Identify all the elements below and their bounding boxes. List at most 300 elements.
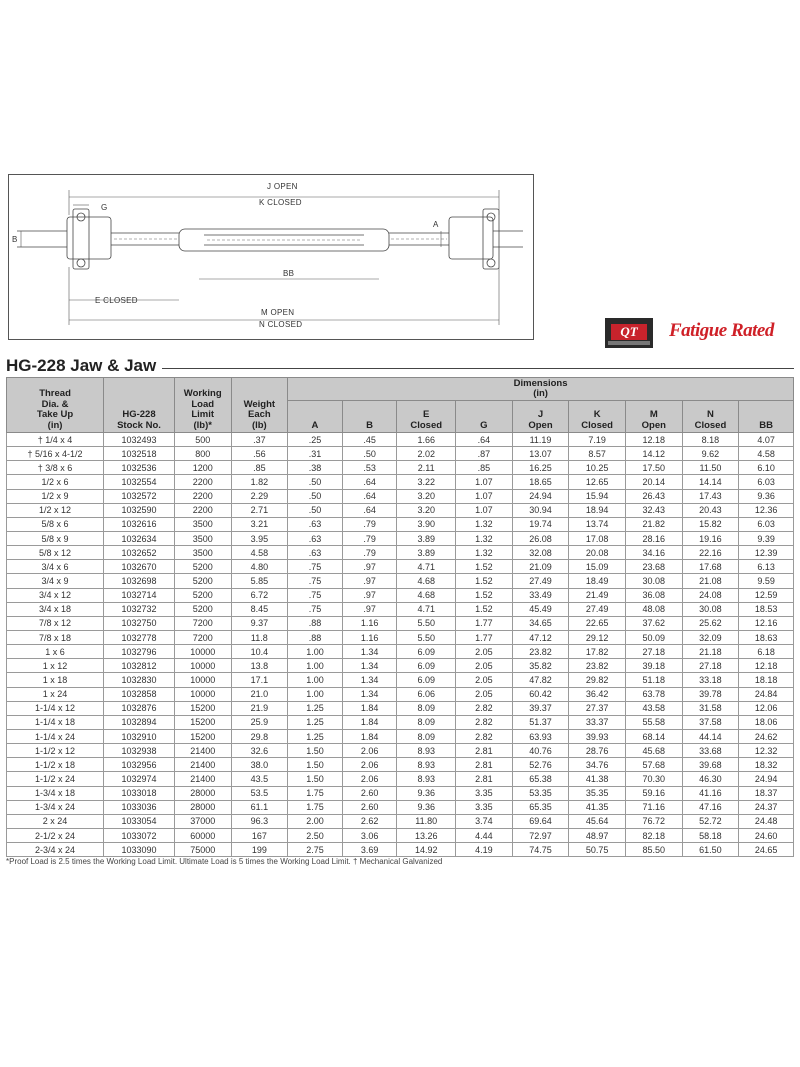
cell-a: .88 bbox=[288, 630, 343, 644]
cell-b: 1.84 bbox=[342, 701, 397, 715]
cell-weight: 25.9 bbox=[231, 715, 288, 729]
cell-stock-no: 1032518 bbox=[104, 447, 175, 461]
table-row bbox=[7, 715, 794, 729]
cell-e-closed: 3.22 bbox=[397, 475, 456, 489]
cell-weight: 21.9 bbox=[231, 701, 288, 715]
cell-bb: 18.18 bbox=[739, 673, 794, 687]
fatigue-rated-logo: Fatigue Rated bbox=[669, 320, 774, 341]
table-row bbox=[7, 687, 794, 701]
cell-wll: 7200 bbox=[174, 630, 231, 644]
cell-k-closed: 28.76 bbox=[569, 744, 626, 758]
header-weight bbox=[231, 378, 288, 433]
cell-g: 2.82 bbox=[456, 729, 513, 743]
cell-a: .50 bbox=[288, 503, 343, 517]
cell-wll: 10000 bbox=[174, 659, 231, 673]
cell-wll: 3500 bbox=[174, 546, 231, 560]
cell-weight: 5.85 bbox=[231, 574, 288, 588]
cell-stock-no: 1032778 bbox=[104, 630, 175, 644]
cell-n-closed: 17.43 bbox=[682, 489, 739, 503]
cell-b: .64 bbox=[342, 475, 397, 489]
cell-k-closed: 29.12 bbox=[569, 630, 626, 644]
cell-bb: 24.48 bbox=[739, 814, 794, 828]
cell-b: .79 bbox=[342, 531, 397, 545]
cell-n-closed: 24.08 bbox=[682, 588, 739, 602]
cell-a: 1.50 bbox=[288, 744, 343, 758]
cell-weight: 32.6 bbox=[231, 744, 288, 758]
cell-n-closed: 15.82 bbox=[682, 517, 739, 531]
specification-table bbox=[6, 377, 794, 857]
cell-bb: 24.94 bbox=[739, 772, 794, 786]
cell-stock-no: 1032830 bbox=[104, 673, 175, 687]
cell-j-open: 32.08 bbox=[512, 546, 569, 560]
cell-g: 1.32 bbox=[456, 546, 513, 560]
cell-e-closed: 3.89 bbox=[397, 531, 456, 545]
cell-thread: † 5/16 x 4-1/2 bbox=[7, 447, 104, 461]
cell-m-open: 23.68 bbox=[625, 560, 682, 574]
header-line: M bbox=[649, 409, 658, 420]
cell-wll: 28000 bbox=[174, 786, 231, 800]
cell-g: 1.77 bbox=[456, 630, 513, 644]
cell-g: 4.19 bbox=[456, 843, 513, 857]
cell-m-open: 50.09 bbox=[625, 630, 682, 644]
cell-g: 3.35 bbox=[456, 786, 513, 800]
cell-k-closed: 12.65 bbox=[569, 475, 626, 489]
cell-k-closed: 15.94 bbox=[569, 489, 626, 503]
header-dim-n-closed bbox=[682, 401, 739, 433]
cell-m-open: 76.72 bbox=[625, 814, 682, 828]
header-line: Limit bbox=[191, 409, 215, 420]
cell-bb: 12.16 bbox=[739, 616, 794, 630]
cell-stock-no: 1032536 bbox=[104, 461, 175, 475]
right-jaw-pin bbox=[483, 209, 499, 269]
table-row bbox=[7, 503, 794, 517]
cell-a: .38 bbox=[288, 461, 343, 475]
cell-wll: 37000 bbox=[174, 814, 231, 828]
cell-bb: 12.59 bbox=[739, 588, 794, 602]
cell-g: 2.81 bbox=[456, 758, 513, 772]
cell-e-closed: 8.09 bbox=[397, 729, 456, 743]
cell-e-closed: 4.68 bbox=[397, 588, 456, 602]
cell-a: .63 bbox=[288, 531, 343, 545]
cell-bb: 18.32 bbox=[739, 758, 794, 772]
cell-g: 1.77 bbox=[456, 616, 513, 630]
cell-e-closed: 8.09 bbox=[397, 715, 456, 729]
cell-n-closed: 27.18 bbox=[682, 659, 739, 673]
table-row bbox=[7, 645, 794, 659]
cell-n-closed: 41.16 bbox=[682, 786, 739, 800]
cell-g: 3.74 bbox=[456, 814, 513, 828]
qt-logo-text: QT bbox=[611, 324, 647, 340]
cell-stock-no: 1032698 bbox=[104, 574, 175, 588]
cell-j-open: 26.08 bbox=[512, 531, 569, 545]
header-line: K bbox=[593, 409, 601, 420]
cell-wll: 2200 bbox=[174, 489, 231, 503]
table-row bbox=[7, 758, 794, 772]
cell-e-closed: 2.02 bbox=[397, 447, 456, 461]
cell-b: 1.34 bbox=[342, 659, 397, 673]
table-row bbox=[7, 560, 794, 574]
cell-thread: 2-3/4 x 24 bbox=[7, 843, 104, 857]
cell-thread: 7/8 x 18 bbox=[7, 630, 104, 644]
cell-k-closed: 29.82 bbox=[569, 673, 626, 687]
cell-j-open: 65.38 bbox=[512, 772, 569, 786]
cell-a: 1.50 bbox=[288, 772, 343, 786]
table-row bbox=[7, 729, 794, 743]
cell-stock-no: 1033090 bbox=[104, 843, 175, 857]
cell-weight: 61.1 bbox=[231, 800, 288, 814]
cell-thread: 1-1/2 x 24 bbox=[7, 772, 104, 786]
table-row bbox=[7, 630, 794, 644]
cell-stock-no: 1032572 bbox=[104, 489, 175, 503]
header-working-load-limit bbox=[174, 378, 231, 433]
cell-e-closed: 9.36 bbox=[397, 786, 456, 800]
header-stock-no bbox=[104, 378, 175, 433]
cell-a: .75 bbox=[288, 588, 343, 602]
cell-n-closed: 31.58 bbox=[682, 701, 739, 715]
cell-bb: 9.36 bbox=[739, 489, 794, 503]
cell-thread: † 3/8 x 6 bbox=[7, 461, 104, 475]
cell-bb: 4.58 bbox=[739, 447, 794, 461]
cell-bb: 24.65 bbox=[739, 843, 794, 857]
cell-j-open: 16.25 bbox=[512, 461, 569, 475]
cell-b: 1.34 bbox=[342, 645, 397, 659]
label-g: G bbox=[101, 203, 108, 212]
cell-weight: 29.8 bbox=[231, 729, 288, 743]
cell-j-open: 60.42 bbox=[512, 687, 569, 701]
cell-e-closed: 6.09 bbox=[397, 659, 456, 673]
cell-thread: 2 x 24 bbox=[7, 814, 104, 828]
cell-g: 1.32 bbox=[456, 531, 513, 545]
cell-j-open: 30.94 bbox=[512, 503, 569, 517]
cell-bb: 6.13 bbox=[739, 560, 794, 574]
table-row bbox=[7, 574, 794, 588]
cell-n-closed: 19.16 bbox=[682, 531, 739, 545]
header-line: Open bbox=[528, 419, 553, 431]
cell-bb: 18.37 bbox=[739, 786, 794, 800]
cell-b: .97 bbox=[342, 560, 397, 574]
cell-j-open: 45.49 bbox=[512, 602, 569, 616]
cell-e-closed: 13.26 bbox=[397, 828, 456, 842]
cell-wll: 10000 bbox=[174, 687, 231, 701]
cell-g: 1.32 bbox=[456, 517, 513, 531]
cell-m-open: 55.58 bbox=[625, 715, 682, 729]
cell-wll: 5200 bbox=[174, 574, 231, 588]
cell-g: 3.35 bbox=[456, 800, 513, 814]
header-dim-j-open bbox=[512, 401, 569, 433]
cell-j-open: 40.76 bbox=[512, 744, 569, 758]
header-line: (in) bbox=[47, 419, 63, 431]
cell-k-closed: 41.38 bbox=[569, 772, 626, 786]
table-row bbox=[7, 489, 794, 503]
cell-thread: 3/4 x 9 bbox=[7, 574, 104, 588]
cell-k-closed: 17.08 bbox=[569, 531, 626, 545]
cell-weight: 4.58 bbox=[231, 546, 288, 560]
cell-wll: 21400 bbox=[174, 758, 231, 772]
cell-e-closed: 4.71 bbox=[397, 602, 456, 616]
cell-a: .63 bbox=[288, 546, 343, 560]
cell-e-closed: 8.93 bbox=[397, 744, 456, 758]
cell-j-open: 47.12 bbox=[512, 630, 569, 644]
cell-bb: 6.03 bbox=[739, 517, 794, 531]
cell-a: 1.25 bbox=[288, 715, 343, 729]
cell-a: 1.00 bbox=[288, 645, 343, 659]
cell-m-open: 28.16 bbox=[625, 531, 682, 545]
cell-e-closed: 8.93 bbox=[397, 758, 456, 772]
cell-bb: 18.53 bbox=[739, 602, 794, 616]
cell-bb: 9.59 bbox=[739, 574, 794, 588]
cell-b: 1.34 bbox=[342, 673, 397, 687]
left-pin-head-bottom bbox=[77, 259, 85, 267]
label-bb: BB bbox=[283, 269, 295, 278]
cell-n-closed: 33.68 bbox=[682, 744, 739, 758]
cell-j-open: 47.82 bbox=[512, 673, 569, 687]
cell-g: 2.82 bbox=[456, 715, 513, 729]
cell-b: .79 bbox=[342, 517, 397, 531]
cell-n-closed: 44.14 bbox=[682, 729, 739, 743]
cell-thread: 1 x 6 bbox=[7, 645, 104, 659]
cell-weight: 3.95 bbox=[231, 531, 288, 545]
cell-m-open: 48.08 bbox=[625, 602, 682, 616]
cell-g: 1.52 bbox=[456, 560, 513, 574]
cell-bb: 18.63 bbox=[739, 630, 794, 644]
cell-a: 1.75 bbox=[288, 800, 343, 814]
cell-m-open: 17.50 bbox=[625, 461, 682, 475]
turnbuckle-drawing bbox=[9, 175, 533, 339]
cell-stock-no: 1032796 bbox=[104, 645, 175, 659]
qt-logo bbox=[605, 318, 653, 348]
cell-b: .53 bbox=[342, 461, 397, 475]
table-row bbox=[7, 517, 794, 531]
cell-stock-no: 1032956 bbox=[104, 758, 175, 772]
cell-a: 2.75 bbox=[288, 843, 343, 857]
cell-e-closed: 3.89 bbox=[397, 546, 456, 560]
cell-thread: 1-1/4 x 12 bbox=[7, 701, 104, 715]
cell-stock-no: 1033072 bbox=[104, 828, 175, 842]
cell-e-closed: 5.50 bbox=[397, 616, 456, 630]
cell-stock-no: 1032634 bbox=[104, 531, 175, 545]
table-body bbox=[7, 433, 794, 857]
cell-g: 2.81 bbox=[456, 772, 513, 786]
cell-k-closed: 36.42 bbox=[569, 687, 626, 701]
cell-b: 2.60 bbox=[342, 786, 397, 800]
cell-wll: 21400 bbox=[174, 772, 231, 786]
cell-wll: 800 bbox=[174, 447, 231, 461]
cell-a: 1.00 bbox=[288, 687, 343, 701]
cell-j-open: 35.82 bbox=[512, 659, 569, 673]
cell-weight: 4.80 bbox=[231, 560, 288, 574]
cell-a: 1.25 bbox=[288, 729, 343, 743]
cell-n-closed: 21.18 bbox=[682, 645, 739, 659]
cell-k-closed: 18.94 bbox=[569, 503, 626, 517]
cell-m-open: 26.43 bbox=[625, 489, 682, 503]
cell-weight: .56 bbox=[231, 447, 288, 461]
cell-weight: 11.8 bbox=[231, 630, 288, 644]
cell-j-open: 69.64 bbox=[512, 814, 569, 828]
table-row bbox=[7, 701, 794, 715]
cell-b: 2.60 bbox=[342, 800, 397, 814]
cell-m-open: 14.12 bbox=[625, 447, 682, 461]
cell-thread: 1-1/2 x 12 bbox=[7, 744, 104, 758]
cell-a: 2.50 bbox=[288, 828, 343, 842]
cell-k-closed: 21.49 bbox=[569, 588, 626, 602]
cell-n-closed: 39.68 bbox=[682, 758, 739, 772]
header-dim-bb bbox=[739, 401, 794, 433]
cell-thread: 1-1/4 x 18 bbox=[7, 715, 104, 729]
cell-n-closed: 9.62 bbox=[682, 447, 739, 461]
header-dim-b bbox=[342, 401, 397, 433]
cell-m-open: 63.78 bbox=[625, 687, 682, 701]
table-row bbox=[7, 461, 794, 475]
header-line: Take Up bbox=[36, 409, 74, 420]
cell-weight: 10.4 bbox=[231, 645, 288, 659]
cell-m-open: 27.18 bbox=[625, 645, 682, 659]
header-line: Stock No. bbox=[117, 419, 161, 431]
cell-g: 4.44 bbox=[456, 828, 513, 842]
label-k-closed: K CLOSED bbox=[259, 198, 302, 207]
cell-b: 1.84 bbox=[342, 715, 397, 729]
cell-g: 2.81 bbox=[456, 744, 513, 758]
cell-b: .97 bbox=[342, 602, 397, 616]
cell-m-open: 68.14 bbox=[625, 729, 682, 743]
cell-b: 2.06 bbox=[342, 772, 397, 786]
cell-n-closed: 21.08 bbox=[682, 574, 739, 588]
cell-k-closed: 35.35 bbox=[569, 786, 626, 800]
cell-g: 1.52 bbox=[456, 588, 513, 602]
header-line: Weight bbox=[243, 398, 276, 410]
header-line: Closed bbox=[581, 419, 613, 431]
cell-g: 1.07 bbox=[456, 489, 513, 503]
cell-stock-no: 1032750 bbox=[104, 616, 175, 630]
cell-wll: 60000 bbox=[174, 828, 231, 842]
cell-e-closed: 3.20 bbox=[397, 503, 456, 517]
cell-bb: 12.32 bbox=[739, 744, 794, 758]
cell-stock-no: 1032910 bbox=[104, 729, 175, 743]
cell-k-closed: 34.76 bbox=[569, 758, 626, 772]
cell-weight: 199 bbox=[231, 843, 288, 857]
cell-j-open: 33.49 bbox=[512, 588, 569, 602]
cell-thread: 3/4 x 18 bbox=[7, 602, 104, 616]
cell-bb: 12.36 bbox=[739, 503, 794, 517]
cell-thread: 5/8 x 9 bbox=[7, 531, 104, 545]
cell-thread: 1/2 x 9 bbox=[7, 489, 104, 503]
cell-stock-no: 1032894 bbox=[104, 715, 175, 729]
cell-wll: 15200 bbox=[174, 715, 231, 729]
cell-e-closed: 3.90 bbox=[397, 517, 456, 531]
cell-bb: 6.18 bbox=[739, 645, 794, 659]
header-dim-k-closed bbox=[569, 401, 626, 433]
cell-m-open: 57.68 bbox=[625, 758, 682, 772]
cell-a: .63 bbox=[288, 517, 343, 531]
table-row bbox=[7, 531, 794, 545]
cell-wll: 10000 bbox=[174, 673, 231, 687]
cell-a: 2.00 bbox=[288, 814, 343, 828]
header-line: A bbox=[311, 419, 319, 431]
header-line: J bbox=[537, 409, 544, 420]
cell-thread: 1 x 24 bbox=[7, 687, 104, 701]
cell-stock-no: 1032590 bbox=[104, 503, 175, 517]
header-line: N bbox=[706, 409, 714, 420]
cell-a: 1.00 bbox=[288, 673, 343, 687]
cell-m-open: 37.62 bbox=[625, 616, 682, 630]
cell-e-closed: 4.68 bbox=[397, 574, 456, 588]
cell-b: .50 bbox=[342, 447, 397, 461]
table-row bbox=[7, 814, 794, 828]
cell-k-closed: 17.82 bbox=[569, 645, 626, 659]
table-row bbox=[7, 588, 794, 602]
cell-stock-no: 1032554 bbox=[104, 475, 175, 489]
cell-k-closed: 22.65 bbox=[569, 616, 626, 630]
cell-a: .88 bbox=[288, 616, 343, 630]
cell-wll: 21400 bbox=[174, 744, 231, 758]
cell-k-closed: 7.19 bbox=[569, 433, 626, 447]
cell-thread: 1/2 x 6 bbox=[7, 475, 104, 489]
cell-weight: 13.8 bbox=[231, 659, 288, 673]
cell-j-open: 72.97 bbox=[512, 828, 569, 842]
cell-weight: 53.5 bbox=[231, 786, 288, 800]
cell-thread: 3/4 x 12 bbox=[7, 588, 104, 602]
cell-stock-no: 1032876 bbox=[104, 701, 175, 715]
cell-j-open: 24.94 bbox=[512, 489, 569, 503]
left-jaw-pin bbox=[73, 209, 89, 269]
cell-e-closed: 6.06 bbox=[397, 687, 456, 701]
cell-wll: 5200 bbox=[174, 560, 231, 574]
table-row bbox=[7, 659, 794, 673]
cell-k-closed: 20.08 bbox=[569, 546, 626, 560]
cell-thread: 5/8 x 6 bbox=[7, 517, 104, 531]
cell-weight: 167 bbox=[231, 828, 288, 842]
cell-j-open: 51.37 bbox=[512, 715, 569, 729]
cell-a: 1.50 bbox=[288, 758, 343, 772]
section-title: HG-228 Jaw & Jaw bbox=[6, 356, 157, 375]
cell-bb: 12.06 bbox=[739, 701, 794, 715]
cell-thread: 1 x 18 bbox=[7, 673, 104, 687]
brand-logos bbox=[605, 318, 790, 352]
cell-e-closed: 4.71 bbox=[397, 560, 456, 574]
cell-bb: 12.18 bbox=[739, 659, 794, 673]
cell-j-open: 34.65 bbox=[512, 616, 569, 630]
cell-m-open: 82.18 bbox=[625, 828, 682, 842]
cell-stock-no: 1033054 bbox=[104, 814, 175, 828]
cell-n-closed: 47.16 bbox=[682, 800, 739, 814]
cell-stock-no: 1032493 bbox=[104, 433, 175, 447]
cell-j-open: 27.49 bbox=[512, 574, 569, 588]
table-row bbox=[7, 475, 794, 489]
cell-b: .64 bbox=[342, 489, 397, 503]
cell-b: .97 bbox=[342, 574, 397, 588]
cell-b: .45 bbox=[342, 433, 397, 447]
cell-n-closed: 14.14 bbox=[682, 475, 739, 489]
cell-m-open: 45.68 bbox=[625, 744, 682, 758]
cell-m-open: 34.16 bbox=[625, 546, 682, 560]
cell-stock-no: 1033018 bbox=[104, 786, 175, 800]
cell-k-closed: 10.25 bbox=[569, 461, 626, 475]
cell-j-open: 52.76 bbox=[512, 758, 569, 772]
cell-wll: 15200 bbox=[174, 701, 231, 715]
cell-wll: 1200 bbox=[174, 461, 231, 475]
cell-weight: 6.72 bbox=[231, 588, 288, 602]
cell-b: .79 bbox=[342, 546, 397, 560]
cell-b: 1.84 bbox=[342, 729, 397, 743]
cell-bb: 6.10 bbox=[739, 461, 794, 475]
table-row bbox=[7, 616, 794, 630]
cell-n-closed: 33.18 bbox=[682, 673, 739, 687]
cell-j-open: 18.65 bbox=[512, 475, 569, 489]
cell-thread: 3/4 x 6 bbox=[7, 560, 104, 574]
cell-n-closed: 25.62 bbox=[682, 616, 739, 630]
cell-e-closed: 5.50 bbox=[397, 630, 456, 644]
cell-wll: 5200 bbox=[174, 602, 231, 616]
cell-m-open: 43.58 bbox=[625, 701, 682, 715]
